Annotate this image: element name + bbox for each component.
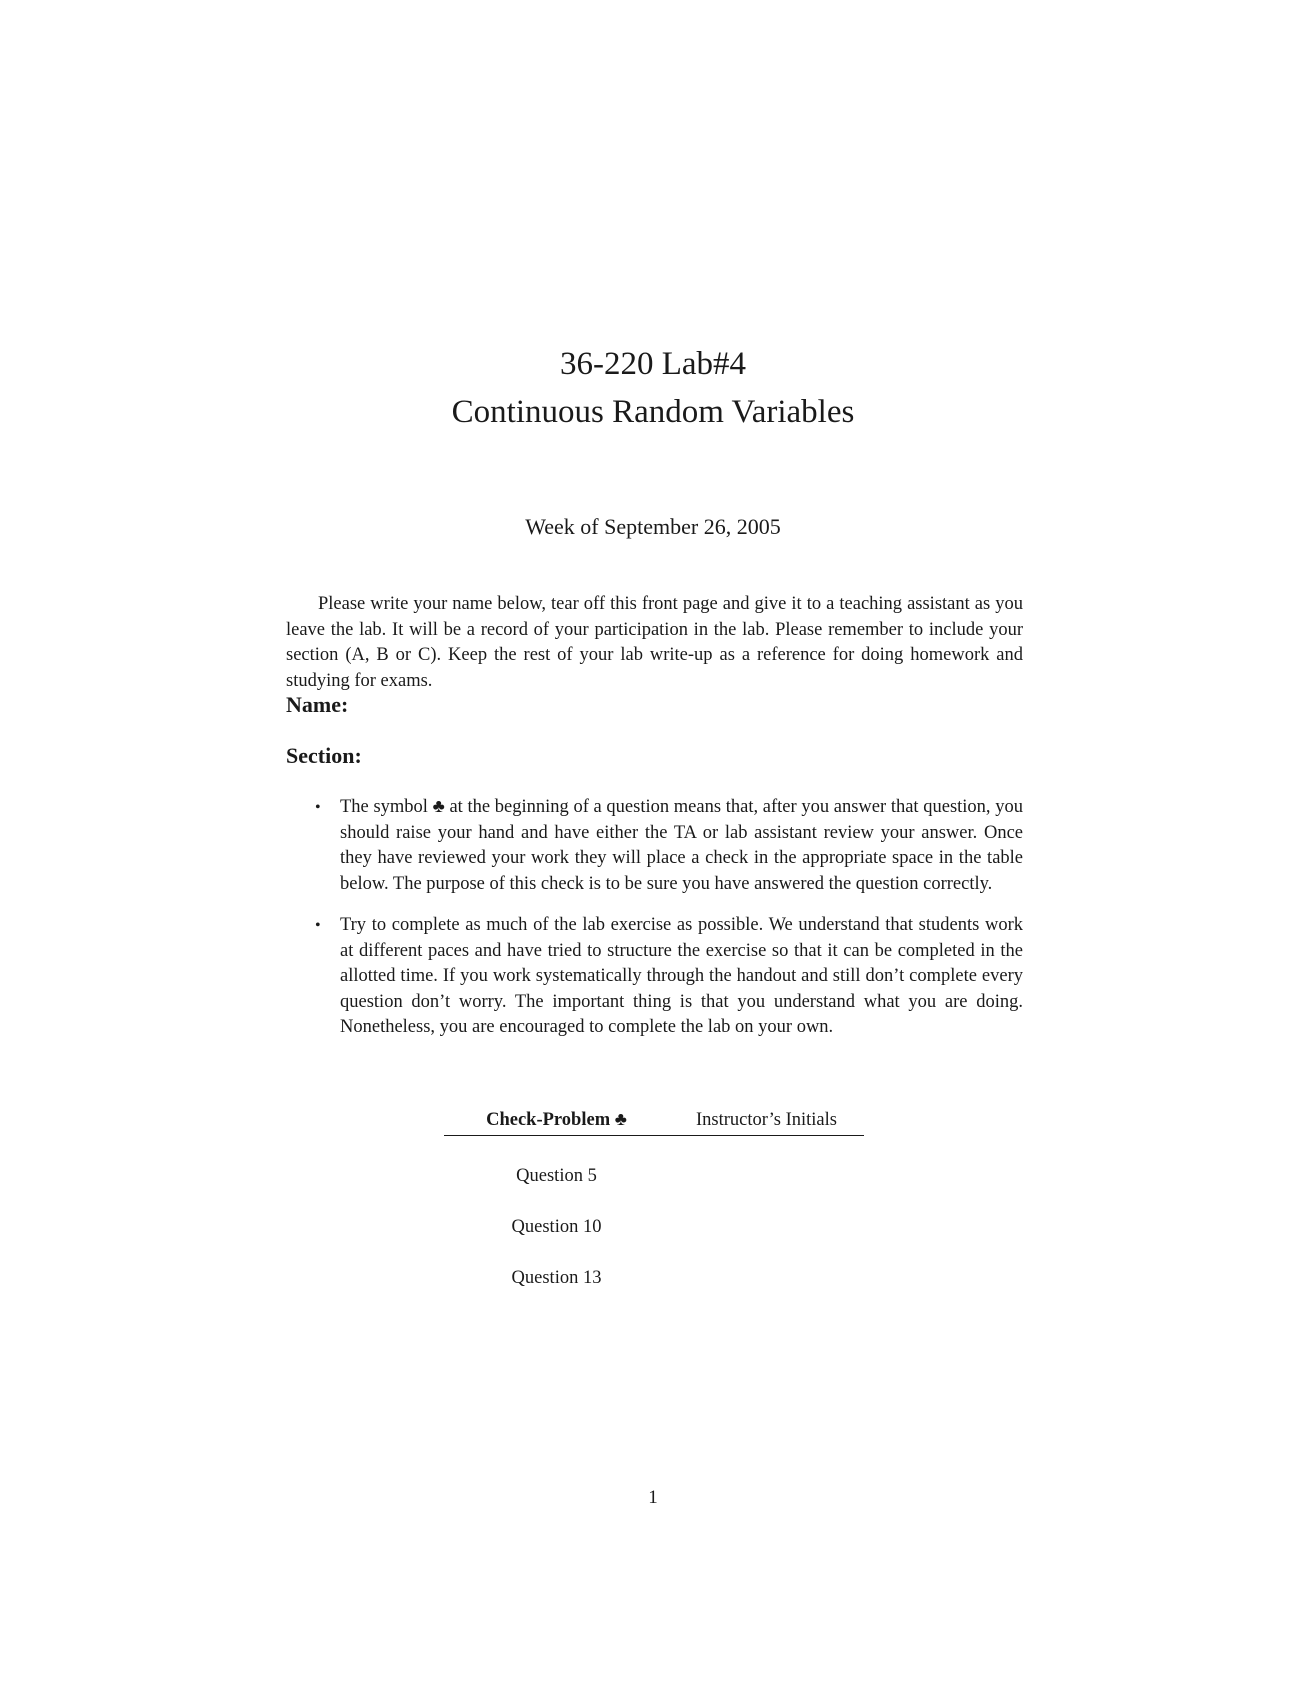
list-item — [315, 795, 1023, 897]
list-item — [315, 913, 1023, 1041]
course-title: 36-220 Lab#4 — [559, 346, 747, 382]
check-table — [444, 1110, 864, 1289]
bullet-text: The symbol ♣ at the beginning of a question means that, after you answer that question, you should raise your hand and have either the TA or lab assistant review your answer. Once they have reviewed your work they will place a check in the appropriate space in the table below. The purpose of this check is to be sure you have answered the question correctly. — [340, 797, 1023, 894]
lab-title: Continuous Random Variables — [451, 394, 855, 430]
table-row — [444, 1238, 864, 1289]
table-row — [444, 1187, 864, 1238]
section-label: Section: — [286, 743, 362, 768]
page-number: 1 — [648, 1487, 658, 1508]
intro-paragraph: Please write your name below, tear off this front page and give it to a teaching assistant as you leave the lab. It will be a record of your participation in the lab. Please remember to include your section (A, B or C). Keep the rest of your lab write-up as a reference for doing homework and studying for exams. — [286, 594, 1023, 691]
name-label: Name: — [286, 692, 349, 717]
table-row — [444, 1136, 864, 1187]
date-line: Week of September 26, 2005 — [525, 514, 781, 539]
row-question: Question 10 — [511, 1217, 602, 1237]
row-question: Question 13 — [511, 1268, 602, 1288]
title-block — [0, 340, 1306, 436]
header-check-problem: Check-Problem ♣ — [486, 1110, 627, 1130]
bullet-text: Try to complete as much of the lab exercise as possible. We understand that students work at different paces and have tried to structure the exercise so that it can be completed in the allotted time. If you work systematically through the handout and still don’t complete every question don’t worry. The important thing is that you understand what you are doing. Nonetheless, you are encouraged to complete the lab on your own. — [340, 915, 1023, 1037]
row-question: Question 5 — [516, 1166, 597, 1186]
bullet-icon: • — [315, 917, 321, 934]
bullet-icon: • — [315, 799, 321, 816]
instruction-list — [315, 795, 1023, 1057]
table-header — [444, 1110, 864, 1136]
header-instructor-initials: Instructor’s Initials — [696, 1110, 837, 1130]
